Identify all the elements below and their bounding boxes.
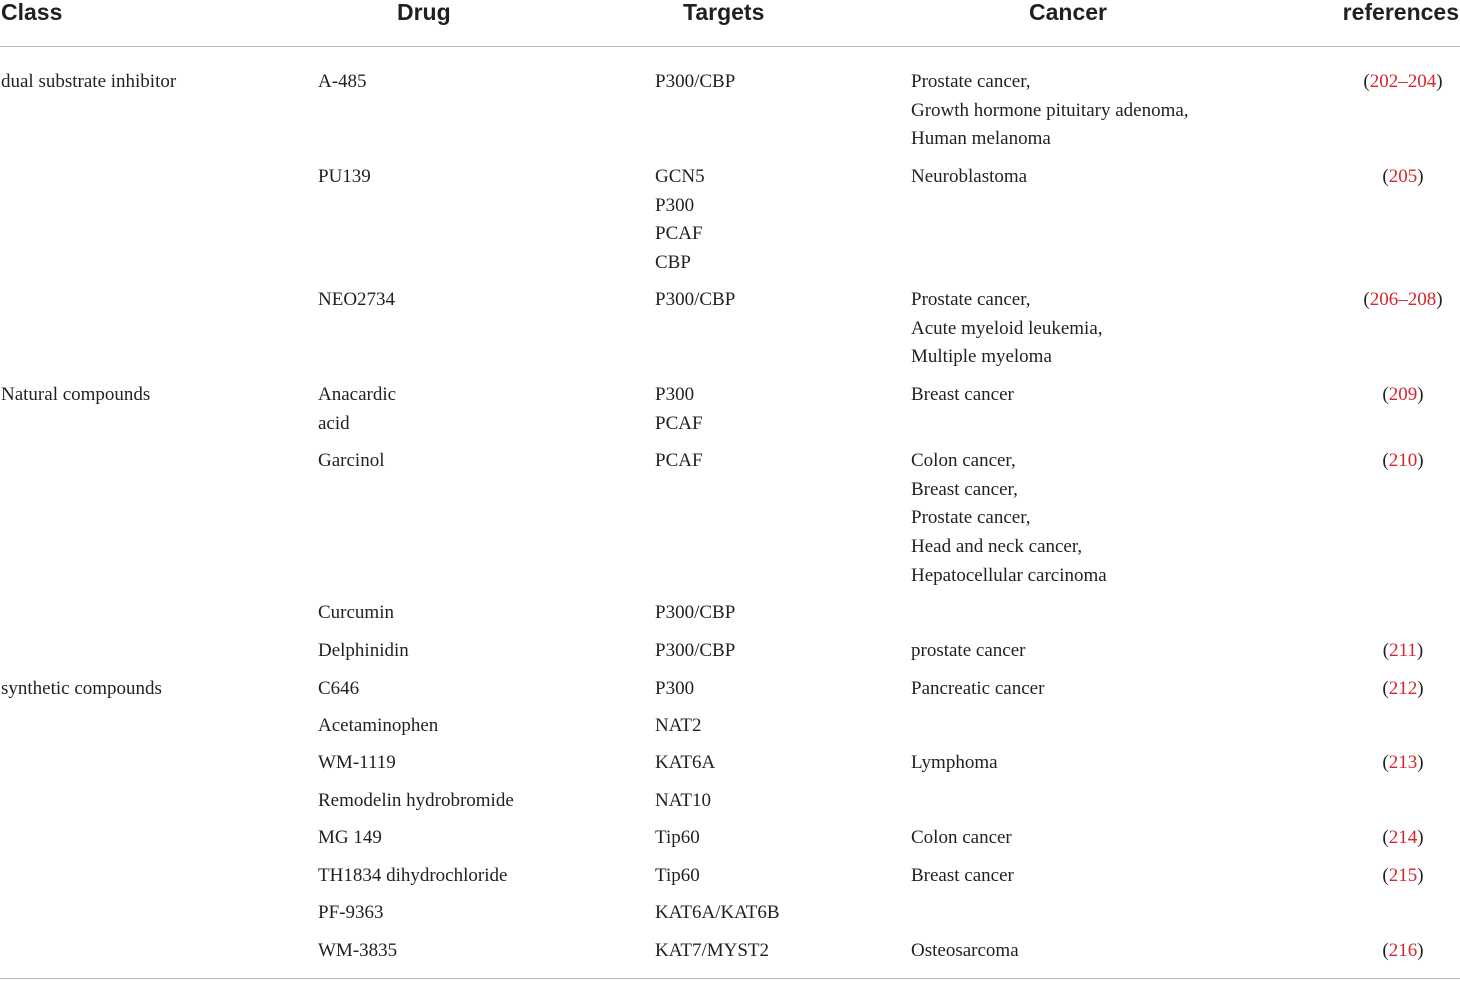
header-targets: Targets [683,0,765,25]
drug-cell-line: WM-3835 [318,940,398,961]
cancer-cell-line: Lymphoma [911,752,998,773]
drug-cell [318,381,396,438]
targets-cell [655,599,735,628]
reference-link[interactable]: 215 [1388,865,1418,886]
drug-cell [318,163,371,192]
drug-cell [318,937,397,966]
targets-cell-line: GCN5 [655,166,705,187]
targets-cell-line: NAT10 [655,790,711,811]
targets-cell-line: PCAF [655,412,703,434]
targets-cell-line: P300/CBP [655,71,736,92]
drug-cell-line: PU139 [318,166,371,187]
reference-link[interactable]: 216 [1388,940,1418,961]
targets-cell [655,637,735,666]
drug-cell [318,286,395,315]
cancer-cell-line: Human melanoma [911,128,1051,150]
drug-cell-line: Anacardic [318,384,397,405]
drug-cell [318,68,367,97]
reference-cell: (215) [1382,865,1424,886]
targets-cell [655,749,715,778]
drug-cell [318,787,514,816]
header-references: references [1342,0,1459,25]
header-class: Class [1,0,63,25]
targets-cell [655,286,735,315]
targets-cell [655,447,703,476]
drug-cell [318,712,438,741]
reference-cell: (205) [1382,166,1424,187]
drug-cell [318,675,359,704]
cancer-cell-line: Hepatocellular carcinoma [911,564,1107,586]
table-bottom-rule [0,978,1460,979]
targets-cell-line: P300/CBP [655,640,736,661]
reference-link[interactable]: 209 [1388,384,1418,405]
reference-link[interactable]: 205 [1388,166,1418,187]
drug-cell [318,862,507,891]
targets-cell [655,163,705,278]
drug-cell-line: MG 149 [318,827,382,848]
drug-cell [318,899,383,928]
cancer-cell [911,675,1044,704]
drug-cell-line: C646 [318,678,360,699]
targets-cell-line: KAT7/MYST2 [655,940,770,961]
targets-cell-line: KAT6A/KAT6B [655,902,780,923]
cancer-cell-line: Colon cancer, [911,450,1016,471]
cancer-cell-line: Colon cancer [911,827,1012,848]
reference-cell: (206–208) [1363,289,1443,310]
cancer-cell-line: Neuroblastoma [911,166,1028,187]
cancer-cell-line: Osteosarcoma [911,940,1019,961]
targets-cell-line: P300 [655,384,695,405]
reference-link[interactable]: 210 [1388,450,1418,471]
targets-cell-line: P300 [655,194,695,216]
targets-cell-line: P300 [655,678,695,699]
targets-cell [655,824,700,853]
cancer-cell [911,862,1014,891]
targets-cell [655,381,703,438]
drug-cell-line: PF-9363 [318,902,384,923]
reference-cell: (211) [1382,640,1424,661]
drug-cell-line: TH1834 dihydrochloride [318,865,508,886]
reference-link[interactable]: 213 [1388,752,1418,773]
targets-cell [655,712,701,741]
targets-cell-line: PCAF [655,450,703,471]
drug-cell [318,824,382,853]
targets-cell [655,862,700,891]
drug-cell-line: Garcinol [318,450,385,471]
table-header [0,0,1460,47]
drug-cell-line: WM-1119 [318,752,396,773]
cancer-cell-line: Acute myeloid leukemia, [911,317,1103,339]
targets-cell-line: CBP [655,252,691,274]
reference-cell: (209) [1382,384,1424,405]
drug-cell-line: A-485 [318,71,367,92]
cancer-cell-line: Breast cancer [911,384,1014,405]
cancer-cell [911,447,1107,591]
reference-cell: (202–204) [1363,71,1443,92]
cancer-cell-line: Prostate cancer, [911,507,1031,529]
cancer-cell [911,937,1019,966]
drug-cell-line: acid [318,412,350,434]
cancer-cell [911,163,1027,192]
targets-cell-line: NAT2 [655,715,702,736]
targets-cell-line: P300/CBP [655,289,736,310]
cancer-cell [911,637,1025,666]
cancer-cell [911,286,1103,372]
table-body [0,47,1460,981]
cancer-cell [911,68,1189,154]
cancer-cell [911,381,1014,410]
drug-cell [318,637,409,666]
reference-link[interactable]: 202–204 [1369,71,1437,92]
targets-cell-line: KAT6A [655,752,716,773]
drug-cell-line: Remodelin hydrobromide [318,790,514,811]
targets-cell [655,787,711,816]
cancer-cell-line: Multiple myeloma [911,346,1052,368]
targets-cell [655,675,694,704]
class-cell: Natural compounds [1,384,151,405]
cancer-cell-line: prostate cancer [911,640,1026,661]
targets-cell-line: P300/CBP [655,602,736,623]
drug-cell-line: NEO2734 [318,289,396,310]
cancer-cell-line: Prostate cancer, [911,289,1031,310]
drug-cell [318,447,384,476]
cancer-cell-line: Breast cancer [911,865,1014,886]
cancer-cell-line: Breast cancer, [911,478,1018,500]
reference-cell: (213) [1382,752,1424,773]
drug-cell-line: Delphinidin [318,640,409,661]
reference-cell: (212) [1382,678,1424,699]
cancer-cell-line: Head and neck cancer, [911,536,1083,558]
cancer-cell-line: Growth hormone pituitary adenoma, [911,99,1189,121]
targets-cell-line: Tip60 [655,827,700,848]
targets-cell [655,68,735,97]
targets-cell [655,899,780,928]
reference-cell: (214) [1382,827,1424,848]
reference-link[interactable]: 214 [1388,827,1418,848]
drug-cell [318,599,394,628]
cancer-cell-line: Pancreatic cancer [911,678,1045,699]
header-drug: Drug [397,0,451,25]
reference-link[interactable]: 212 [1388,678,1418,699]
header-cancer: Cancer [1029,0,1107,25]
class-cell: dual substrate inhibitor [1,71,177,92]
cancer-cell [911,824,1012,853]
reference-link[interactable]: 206–208 [1369,289,1437,310]
targets-cell [655,937,769,966]
targets-cell-line: Tip60 [655,865,700,886]
drug-cell-line: Acetaminophen [318,715,439,736]
cancer-cell-line: Prostate cancer, [911,71,1031,92]
reference-cell: (210) [1382,450,1424,471]
reference-link[interactable]: 211 [1389,640,1417,661]
drug-cell-line: Curcumin [318,602,394,623]
targets-cell-line: PCAF [655,223,703,245]
class-cell: synthetic compounds [1,678,162,699]
reference-cell: (216) [1382,940,1424,961]
drug-cell [318,749,396,778]
cancer-cell [911,749,998,778]
